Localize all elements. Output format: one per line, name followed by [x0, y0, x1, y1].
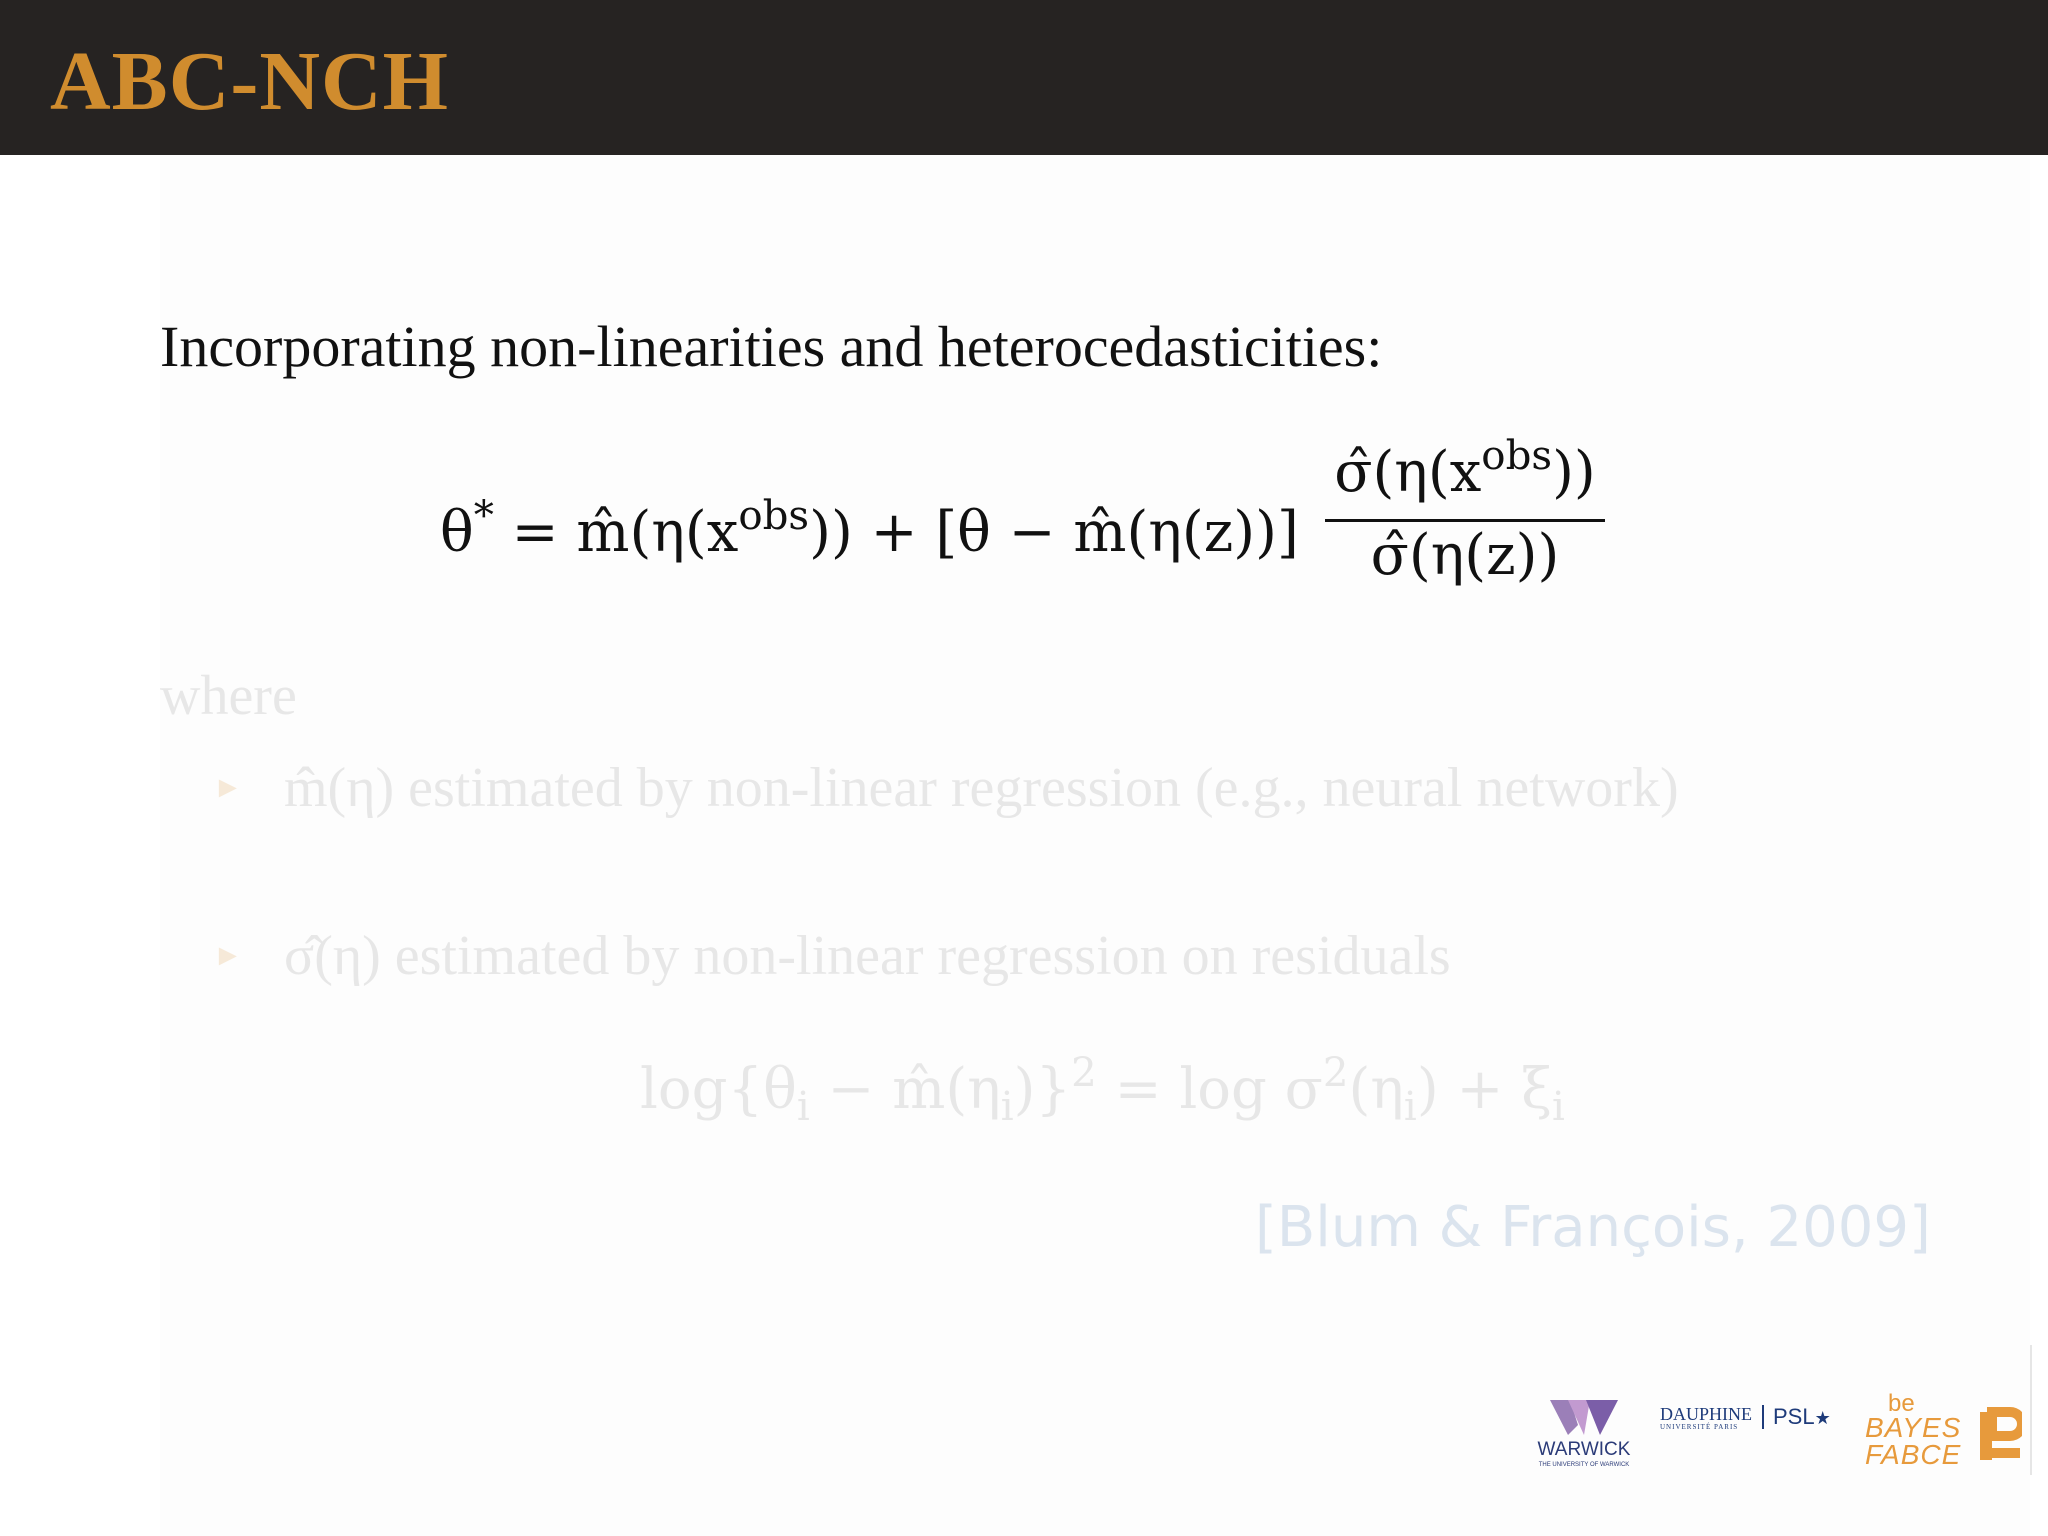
- numerator-part: )): [1552, 440, 1596, 505]
- bullet-arrow-icon: ►: [213, 771, 243, 804]
- psl-logo: [1773, 1406, 1831, 1428]
- equation-fraction: [1325, 431, 1605, 588]
- logo-divider: [1762, 1405, 1764, 1429]
- eq2-part: )}: [1013, 1057, 1072, 1122]
- bayes-wordmark-line1: BAYES: [1865, 1412, 1962, 1443]
- equation-lhs: [440, 491, 1299, 565]
- psl-wordmark: PSL: [1773, 1404, 1815, 1429]
- star-superscript: *: [473, 491, 494, 539]
- bayes-wordmark-line2: FABCE: [1865, 1439, 1962, 1470]
- eq2-subscript: i: [1552, 1083, 1565, 1131]
- eq2-superscript: 2: [1071, 1048, 1097, 1096]
- star-icon: ★: [1814, 1408, 1831, 1428]
- numerator-superscript: obs: [1481, 431, 1553, 479]
- bullet-arrow-icon: ►: [213, 939, 243, 972]
- dauphine-subtitle: UNIVERSITÉ PARIS: [1660, 1423, 1739, 1431]
- equation-part: )) + [θ − m̂(η(z))]: [809, 500, 1299, 565]
- slide-header-bar: [0, 0, 2048, 155]
- eq2-part: − m̂(η: [809, 1057, 1001, 1122]
- eq2-subscript: i: [1000, 1083, 1014, 1131]
- slide-title: ABC-NCH: [50, 35, 449, 128]
- eq2-subscript: i: [796, 1083, 810, 1131]
- fraction-denominator: σ̂(η(z)): [1370, 523, 1560, 588]
- eq2-part: = log σ: [1096, 1057, 1323, 1122]
- edge-rule: [2030, 1345, 2032, 1475]
- equation-part: = m̂(η(x: [493, 500, 739, 565]
- intro-text: Incorporating non-linearities and heterocedasticities:: [160, 314, 1383, 379]
- eq2-part: ) + ξ: [1416, 1057, 1553, 1122]
- fraction-bar: [1325, 519, 1605, 522]
- obs-superscript: obs: [738, 491, 810, 539]
- warwick-wordmark: WARWICK: [1537, 1439, 1631, 1460]
- where-label: where: [160, 665, 297, 727]
- warwick-subtitle: THE UNIVERSITY OF WARWICK: [1538, 1462, 1630, 1468]
- eq2-subscript: i: [1403, 1083, 1417, 1131]
- fraction-numerator: [1325, 431, 1605, 515]
- numerator-part: σ̂(η(x: [1334, 440, 1482, 505]
- theta-symbol: θ: [440, 500, 474, 565]
- eq2-part: log{θ: [640, 1057, 797, 1122]
- bayes-be-text: be: [1888, 1390, 1915, 1417]
- dauphine-wordmark: DAUPHINE: [1660, 1404, 1752, 1424]
- eq2-superscript: 2: [1322, 1048, 1349, 1096]
- bullet-text: σ̂(η) estimated by non-linear regression on residuals: [284, 925, 1451, 987]
- residual-equation: [640, 1048, 1565, 1131]
- citation: [Blum & François, 2009]: [1255, 1195, 1931, 1260]
- bullet-text: m̂(η) estimated by non-linear regression (e.g., neural network): [284, 757, 1679, 819]
- eq2-part: (η: [1348, 1057, 1404, 1122]
